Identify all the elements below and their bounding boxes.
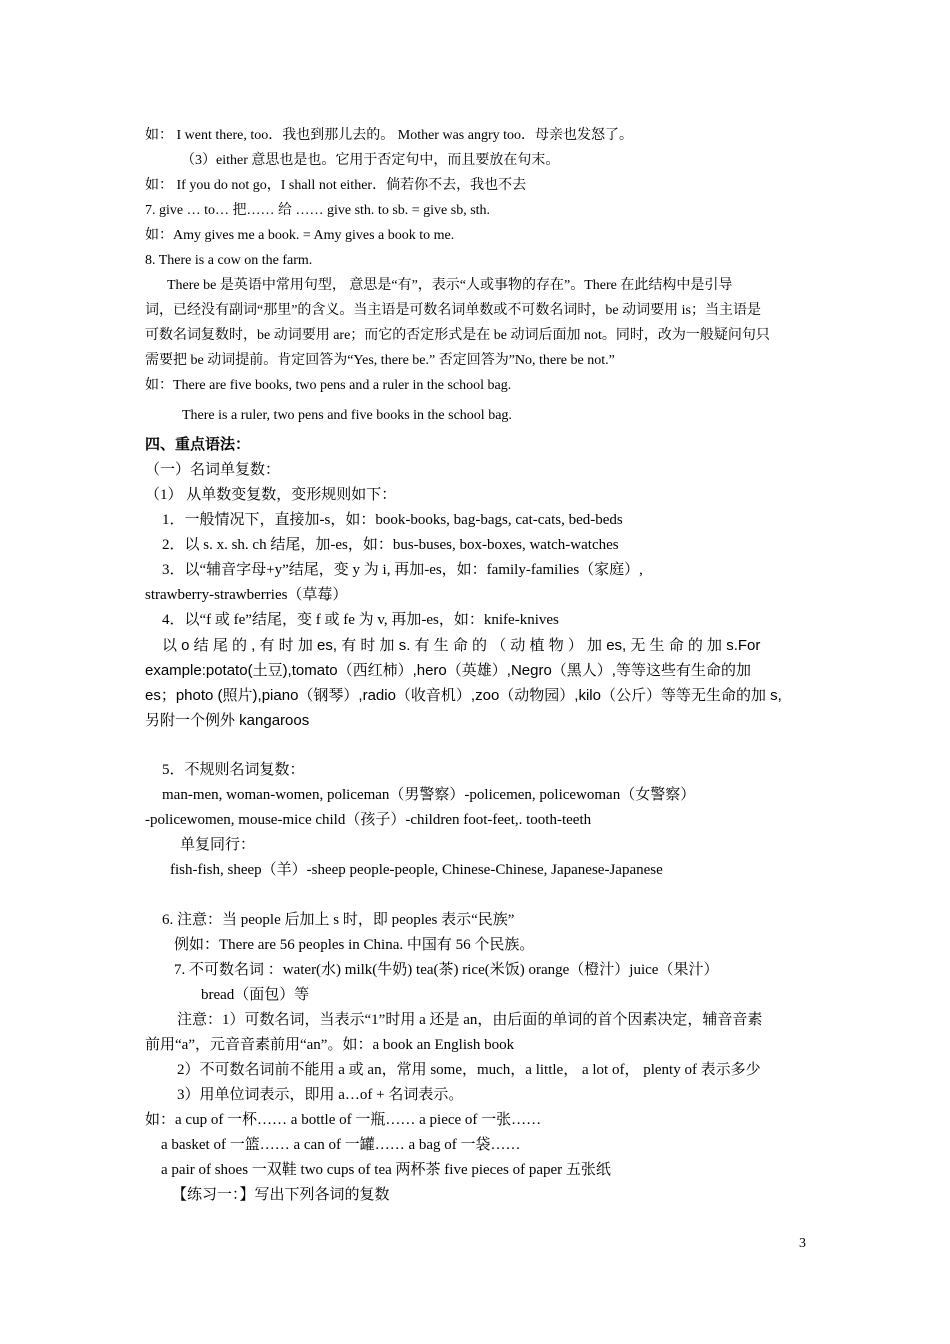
irregular-examples: man-men, woman-women, policeman（男警察）-policemen, policewoman（女警察） — [162, 787, 696, 803]
example-either: 如： If you do not go，I shall not either．倘若你不去，我也不去 — [145, 178, 527, 193]
irregular-examples-cont: -policewomen, mouse-mice child（孩子）-children foot-feet,. tooth-teeth — [145, 812, 592, 828]
rule-2: 2．以 s. x. sh. ch 结尾，加-es，如：bus-buses, box-boxes, watch-watches — [162, 537, 619, 553]
section-heading-grammar: 四、重点语法： — [145, 437, 251, 453]
example-either-too: 如： I went there, too．我也到那儿去的。 Mother was angry too．母亲也发怒了。 — [145, 128, 633, 143]
unit-examples: a basket of 一篮…… a can of 一罐…… a bag of 一袋…… — [161, 1137, 521, 1153]
rule-3-cont: strawberry-strawberries（草莓） — [145, 587, 348, 603]
same-singular-plural-examples: fish-fish, sheep（羊）-sheep people-people, Chinese-Chinese, Japanese-Japanese — [170, 862, 663, 878]
rule-1: 1．一般情况下，直接加-s，如：book-books, bag-bags, cat-cats, bed-beds — [162, 512, 623, 528]
there-be-paragraph-line: 词，已经没有副词“那里”的含义。当主语是可数名词单数或不可数名词时，be 动词要用 is；当主语是 — [145, 303, 761, 318]
rule-5-irregular: 5．不规则名词复数： — [162, 762, 305, 778]
rule-o-ending-cont: es；photo (照片),piano（钢琴）,radio（收音机）,zoo（动物园）,kilo（公斤）等等无生命的加 s, — [145, 687, 782, 704]
there-be-paragraph-line: 可数名词复数时，be 动词要用 are；而它的否定形式是在 be 动词后面加 not。同时，改为一般疑问句只 — [145, 328, 770, 343]
example-peoples: 例如：There are 56 peoples in China. 中国有 56 个民族。 — [174, 937, 535, 953]
there-be-paragraph-line: There be 是英语中常用句型， 意思是“有”，表示“人或事物的存在”。There 在此结构中是引导 — [167, 278, 733, 293]
exercise-heading: 【练习一：】写出下列各词的复数 — [172, 1187, 390, 1203]
unit-examples: 如：a cup of 一杯…… a bottle of 一瓶…… a piece of 一张…… — [145, 1112, 542, 1128]
rule-o-ending-exception: 另附一个例外 kangaroos — [145, 712, 310, 729]
note-a-an: 注意：1）可数名词，当表示“1”时用 a 还是 an，由后面的单词的首个因素决定，辅音音素 — [177, 1012, 763, 1028]
give-to-heading: 7. give … to… 把…… 给 …… give sth. to sb. = give sb, sth. — [145, 203, 491, 218]
there-be-paragraph-line: 需要把 be 动词提前。肯定回答为“Yes, there be.” 否定回答为”No, there be not.” — [145, 353, 615, 368]
example-give: 如：Amy gives me a book. = Amy gives a book to me. — [145, 228, 455, 243]
there-be-heading: 8. There is a cow on the farm. — [145, 253, 313, 268]
uncountable-nouns: 7. 不可数名词 ：water(水) milk(牛奶) tea(茶) rice(米饭) orange（橙汁）juice（果汁） — [174, 962, 719, 978]
rule-3: 3．以“辅音字母+y”结尾，变 y 为 i, 再加-es，如：family-families（家庭）, — [162, 562, 643, 578]
rule-intro: （1） 从单数变复数，变形规则如下： — [145, 487, 397, 503]
either-explanation: （3）either 意思也是也。它用于否定句中，而且要放在句末。 — [181, 153, 560, 168]
subsection-noun-plural: （一）名词单复数： — [145, 462, 281, 478]
note-uncountable: 2）不可数名词前不能用 a 或 an，常用 some，much，a little， a lot of， plenty of 表示多少 — [177, 1062, 761, 1078]
page-number: 3 — [799, 1236, 806, 1251]
same-singular-plural-label: 单复同行： — [180, 837, 256, 853]
unit-examples: a pair of shoes 一双鞋 two cups of tea 两杯茶 five pieces of paper 五张纸 — [161, 1162, 611, 1178]
example-there-are: 如：There are five books, two pens and a ruler in the school bag. — [145, 378, 512, 393]
note-unit-words: 3）用单位词表示，即用 a…of + 名词表示。 — [177, 1087, 464, 1103]
rule-o-ending-cont: example:potato(土豆),tomato（西红柿）,hero（英雄）,Negro（黑人）,等等这些有生命的加 — [145, 662, 751, 679]
example-there-is: There is a ruler, two pens and five books in the school bag. — [182, 408, 512, 423]
note-a-an-cont: 前用“a”，元音音素前用“an”。如：a book an English book — [145, 1037, 515, 1053]
rule-4: 4．以“f 或 fe”结尾，变 f 或 fe 为 v, 再加-es，如：knife-knives — [162, 612, 559, 628]
rule-o-ending: 以 o 结 尾 的 , 有 时 加 es, 有 时 加 s. 有 生 命 的 （ 动 植 物 ） 加 es, 无 生 命 的 加 s.For — [162, 637, 761, 654]
uncountable-nouns-cont: bread（面包）等 — [201, 987, 310, 1003]
note-peoples: 6. 注意：当 people 后加上 s 时，即 peoples 表示“民族” — [162, 912, 515, 928]
